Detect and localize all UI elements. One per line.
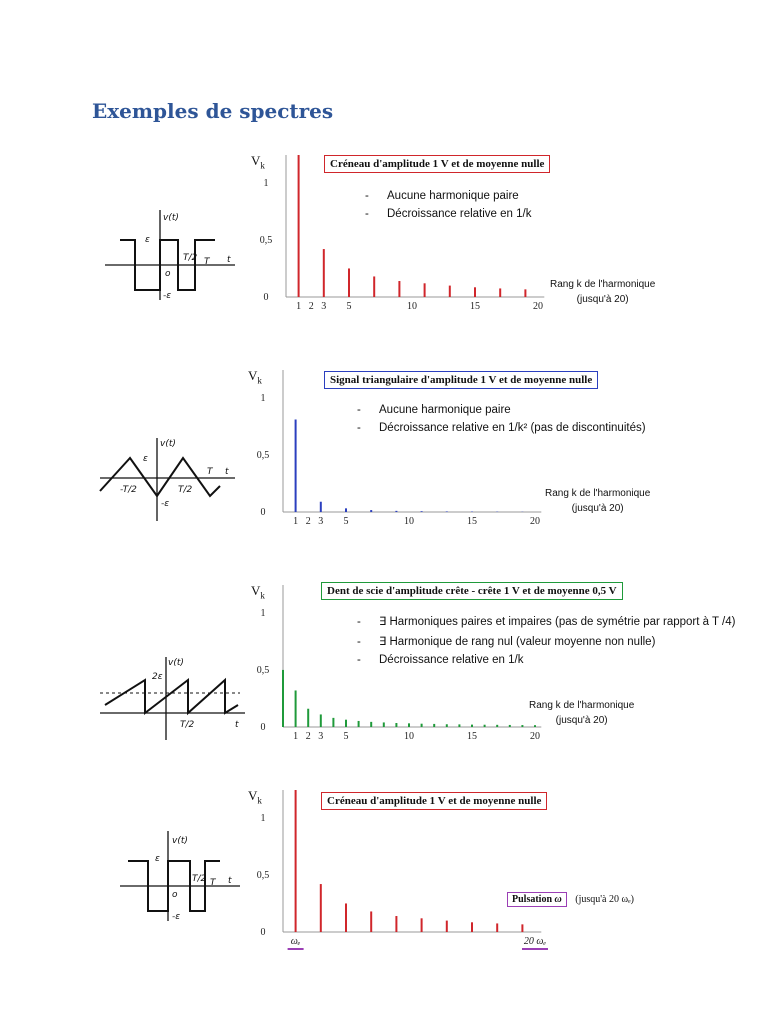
- vk-sub: k: [257, 795, 262, 806]
- spectrum-panel-square-2: [95, 786, 755, 976]
- bullet-item: - ∃ Harmonique de rang nul (valeur moyenne non nulle): [357, 636, 656, 648]
- spectrum-panel-sawtooth: [95, 580, 755, 770]
- x-tick-label: 10: [404, 731, 414, 742]
- bullet-item: - Décroissance relative en 1/k² (pas de discontinuités): [357, 422, 646, 434]
- x-tick-label: 1: [293, 516, 299, 527]
- bullet-list-3: [357, 614, 735, 672]
- v-label: v(t): [163, 213, 179, 223]
- y-tick-label: 0: [260, 507, 266, 518]
- half-period-label: T/2: [180, 720, 195, 730]
- bullet-list-2: [357, 404, 646, 440]
- t-label: t: [225, 467, 229, 477]
- v-label: v(t): [160, 439, 176, 449]
- x-tick-label: 20: [530, 731, 540, 742]
- x-tick-label: 5: [343, 516, 349, 527]
- x-tick-label: 1: [293, 731, 299, 742]
- x-tick-label: 10: [407, 301, 417, 312]
- bullet-text: Aucune harmonique paire: [379, 404, 511, 416]
- t-label: t: [227, 255, 231, 265]
- y-tick-label: 1: [260, 812, 266, 824]
- x-tick-label: 10: [404, 516, 414, 527]
- panel-title-4: Créneau d'amplitude 1 V et de moyenne nulle: [321, 792, 547, 810]
- neg-epsilon-label: -ε: [161, 499, 170, 509]
- vk-sub: k: [257, 375, 262, 386]
- panel-title-2: Signal triangulaire d'amplitude 1 V et de moyenne nulle: [324, 371, 598, 389]
- bullet-text: Décroissance relative en 1/k: [379, 654, 524, 666]
- v-label: v(t): [168, 658, 184, 668]
- x-tick-label: 1: [296, 301, 302, 312]
- x-start-label: ωₑ: [290, 936, 301, 947]
- y-tick-label: 0: [260, 722, 266, 733]
- vk-text: V: [248, 368, 258, 383]
- vk-text: V: [251, 583, 261, 598]
- bullet-text: Décroissance relative en 1/k² (pas de discontinuités): [379, 422, 646, 434]
- vk-sub: k: [260, 590, 265, 601]
- x-tick-label: 20: [530, 516, 540, 527]
- half-period-label: T/2: [178, 485, 193, 495]
- bullet-list-1: [365, 190, 531, 226]
- x-tick-label: 2: [305, 731, 311, 742]
- square-wave-sketch-2: [120, 831, 260, 921]
- page-title: Exemples de spectres: [92, 99, 334, 123]
- y-tick-label: 1: [263, 177, 269, 189]
- rang-line2: (jusqu'à 20): [555, 715, 608, 726]
- rang-line1: Rang k de l'harmonique: [545, 488, 651, 499]
- v-label: v(t): [172, 836, 188, 846]
- x-tick-label: 20: [533, 301, 543, 312]
- neg-epsilon-label: -ε: [172, 912, 181, 922]
- x-end-label: 20 ωₑ: [523, 936, 547, 947]
- period-label: T: [204, 257, 210, 267]
- bullet-item: - Aucune harmonique paire: [357, 404, 511, 416]
- x-tick-label: 2: [308, 301, 314, 312]
- x-tick-label: 15: [470, 301, 480, 312]
- bullet-text: Décroissance relative en 1/k: [387, 208, 532, 220]
- epsilon-label: ε: [155, 854, 160, 864]
- y-tick-label: 0: [263, 292, 269, 303]
- bullet-item: - Aucune harmonique paire: [365, 190, 519, 202]
- epsilon-label: ε: [145, 235, 150, 245]
- x-axis-caption-2: [545, 486, 650, 516]
- half-period-label: T/2: [192, 874, 207, 884]
- bullet-text: Aucune harmonique paire: [387, 190, 519, 202]
- vk-text: V: [248, 788, 258, 803]
- spectrum-chart-1: [255, 150, 555, 315]
- sawtooth-wave-sketch: [100, 655, 250, 740]
- t-label: t: [228, 876, 232, 886]
- y-tick-label: 0,5: [259, 234, 273, 246]
- pulsation-box: [507, 892, 567, 907]
- x-tick-label: 5: [343, 731, 349, 742]
- x-axis-caption-3: [529, 698, 634, 728]
- square-wave-sketch: [105, 210, 245, 300]
- y-tick-label: 0,5: [256, 449, 270, 461]
- rang-line1: Rang k de l'harmonique: [550, 279, 656, 290]
- y-tick-label: 0: [260, 927, 266, 938]
- x-tick-label: 3: [318, 731, 324, 742]
- spectrum-chart-2: [252, 365, 552, 530]
- x-tick-label: 5: [346, 301, 352, 312]
- origin-label: o: [172, 890, 178, 900]
- t-label: t: [235, 720, 239, 730]
- pulsation-caption: [507, 894, 634, 905]
- panel-title-3: Dent de scie d'amplitude crête - crête 1 V et de moyenne 0,5 V: [321, 582, 623, 600]
- pulsation-note: (jusqu'à 20 ωₑ): [575, 894, 634, 905]
- bullet-text: ∃ Harmoniques paires et impaires (pas de symétrie par rapport à T /4): [379, 616, 736, 628]
- bullet-item: - Décroissance relative en 1/k: [365, 208, 532, 220]
- pulsation-text: Pulsation: [512, 894, 553, 905]
- vk-sub: k: [260, 160, 265, 171]
- period-label: T: [210, 878, 216, 888]
- epsilon-label: ε: [143, 454, 148, 464]
- spectrum-panel-square-1: [95, 150, 755, 340]
- x-tick-label: 15: [467, 516, 477, 527]
- vk-text: V: [251, 153, 261, 168]
- x-tick-label: 3: [321, 301, 327, 312]
- triangle-wave-sketch: [95, 436, 240, 521]
- y-tick-label: 0,5: [256, 664, 270, 676]
- x-tick-label: 2: [305, 516, 311, 527]
- bullet-item: - Décroissance relative en 1/k: [357, 654, 524, 666]
- y-tick-label: 1: [260, 392, 266, 404]
- panel-title-1: Créneau d'amplitude 1 V et de moyenne nulle: [324, 155, 550, 173]
- spectrum-panel-triangle: [95, 368, 755, 558]
- bullet-text: ∃ Harmonique de rang nul (valeur moyenne non nulle): [379, 636, 656, 648]
- neg-epsilon-label: -ε: [163, 291, 172, 301]
- two-epsilon-label: 2ε: [152, 672, 163, 682]
- period-label: T: [207, 467, 213, 477]
- bullet-item: - ∃ Harmoniques paires et impaires (pas de symétrie par rapport à T /4): [357, 616, 736, 628]
- y-tick-label: 0,5: [256, 869, 270, 881]
- omega-symbol: ω: [554, 894, 562, 905]
- origin-label: o: [165, 269, 171, 279]
- rang-line2: (jusqu'à 20): [571, 503, 624, 514]
- x-tick-label: 3: [318, 516, 324, 527]
- rang-line2: (jusqu'à 20): [576, 294, 629, 305]
- x-axis-caption-1: [550, 277, 655, 307]
- neg-half-period-label: -T/2: [120, 485, 137, 495]
- half-period-label: T/2: [183, 253, 198, 263]
- y-tick-label: 1: [260, 607, 266, 619]
- rang-line1: Rang k de l'harmonique: [529, 700, 635, 711]
- x-tick-label: 15: [467, 731, 477, 742]
